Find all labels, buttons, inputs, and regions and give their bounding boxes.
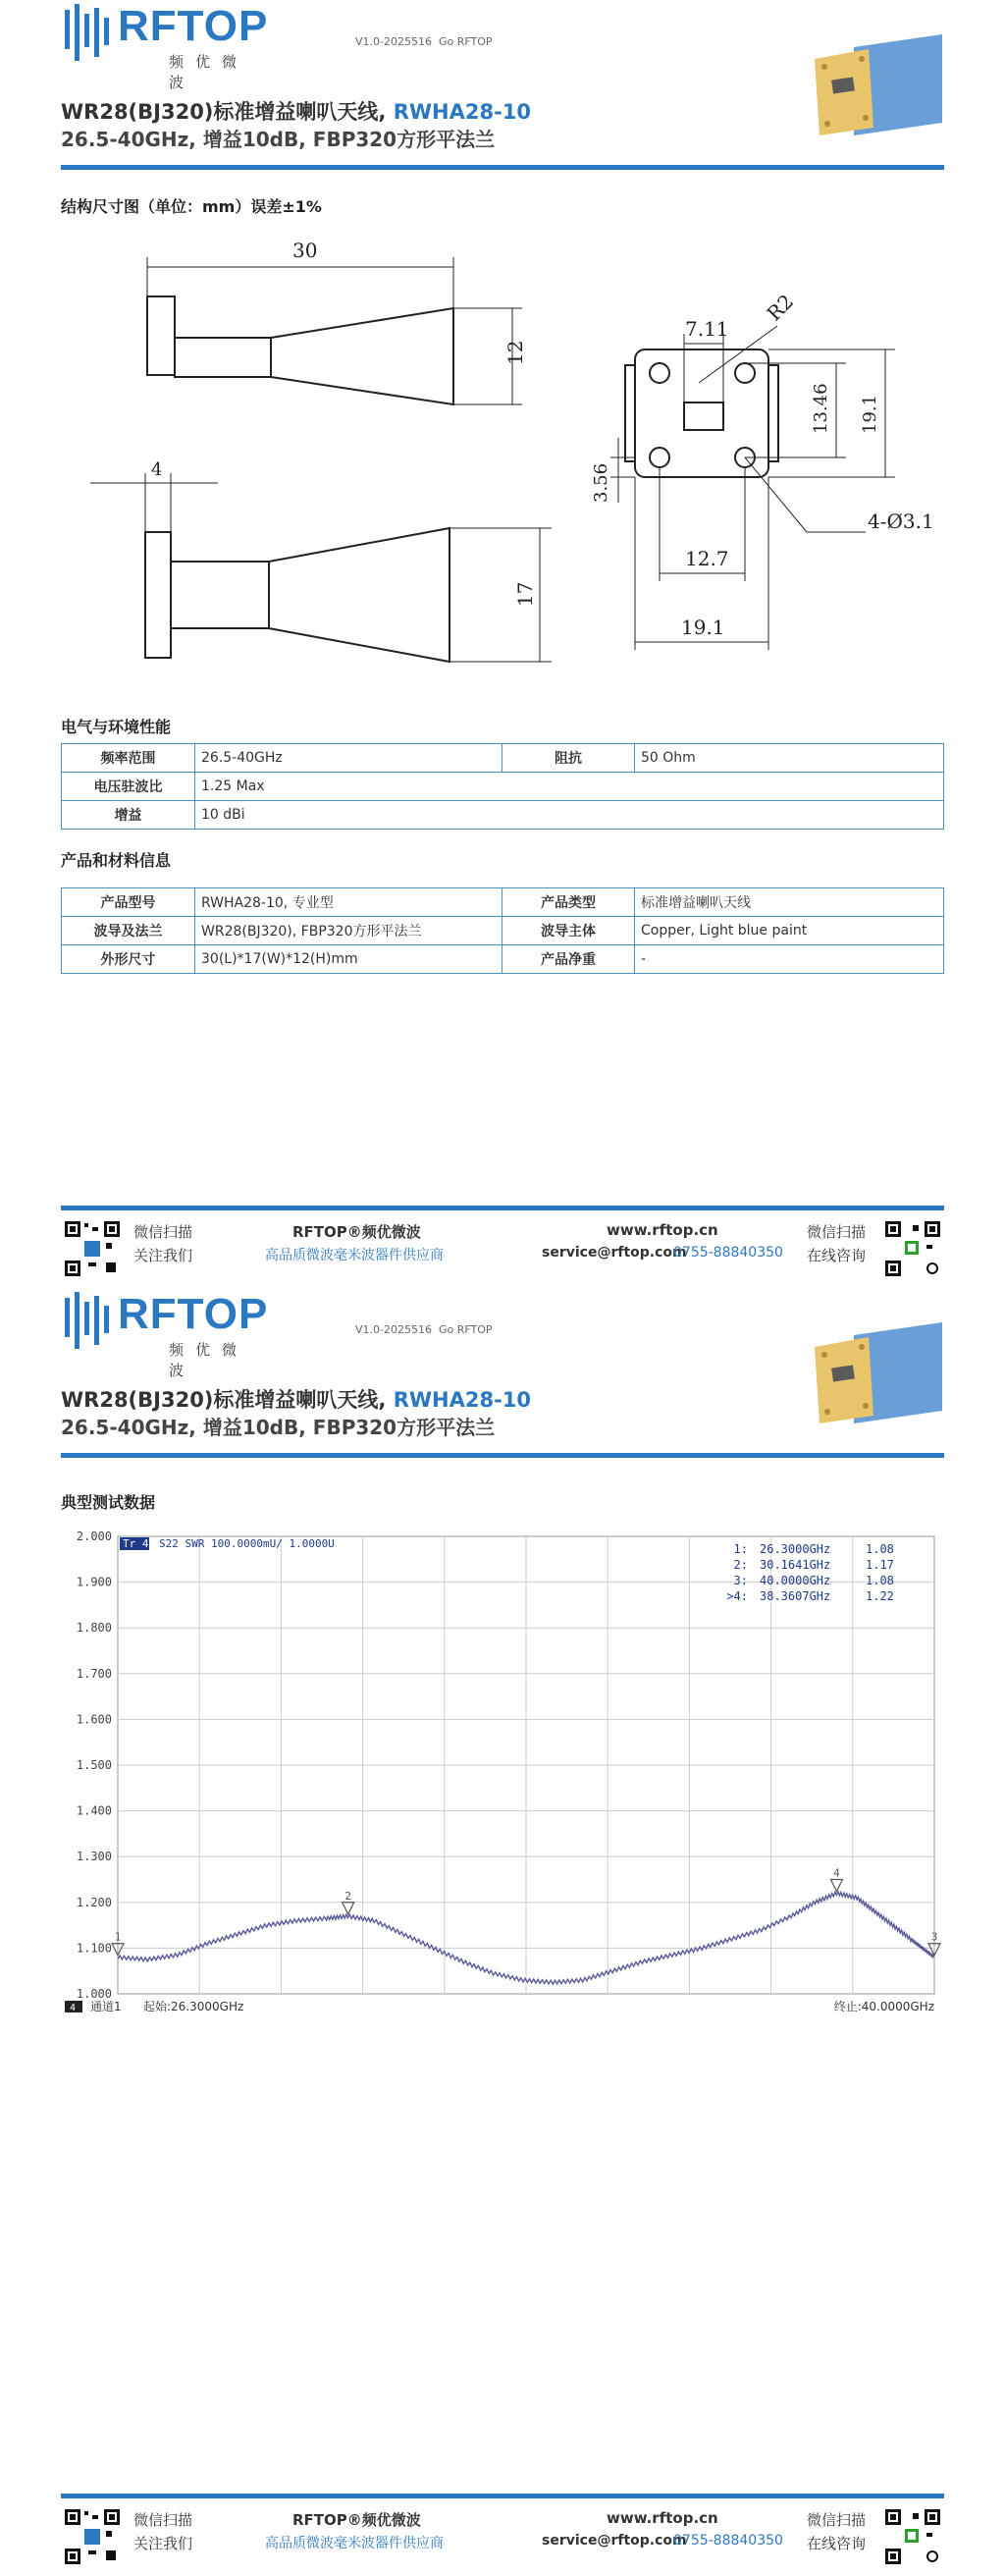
dim-radius: R2 <box>762 289 799 326</box>
y-tick-label: 1.500 <box>76 1758 112 1772</box>
footer-consult: 在线咨询 <box>807 2535 867 2552</box>
dim-191-h: 19.1 <box>681 616 725 639</box>
y-tick-label: 1.300 <box>76 1850 112 1864</box>
version-text <box>355 1323 493 1336</box>
marker-freq: 40.0000GHz <box>760 1574 831 1587</box>
footer-website[interactable]: www.rftop.cn <box>607 1221 718 1239</box>
value-vswr: 1.25 Max <box>195 773 944 801</box>
table-row <box>62 888 944 917</box>
footer <box>61 2494 944 2572</box>
footer-email[interactable]: service@rftop.com <box>542 2533 687 2549</box>
y-tick-label: 1.900 <box>76 1575 112 1589</box>
brand-name: RFTOP <box>118 1290 269 1338</box>
section-title-electrical: 电气与环境性能 <box>61 718 172 736</box>
footer-follow: 关注我们 <box>133 2535 193 2552</box>
y-tick-label: 1.200 <box>76 1895 112 1909</box>
product-table <box>61 887 944 974</box>
y-ticks <box>77 1530 112 2001</box>
footer-email[interactable]: service@rftop.com <box>542 1245 687 1261</box>
footer-wechat-scan: 微信扫描 <box>133 2511 193 2529</box>
header-rule <box>61 165 944 170</box>
dim-holes: 4-Ø3.1 <box>868 510 934 533</box>
product-image <box>795 1317 952 1425</box>
logo-mark-icon <box>61 0 118 71</box>
y-tick-label: 1.700 <box>76 1666 112 1681</box>
electrical-table <box>61 743 944 830</box>
y-tick-label: 1.600 <box>76 1712 112 1727</box>
value-freq: 26.5-40GHz <box>195 744 502 773</box>
version-number: V1.0-2025516 <box>355 1323 432 1336</box>
goto-link[interactable]: Go RFTOP <box>438 35 493 48</box>
x-start-label: 起始:26.3000GHz <box>143 2000 244 2013</box>
value-gain: 10 dBi <box>195 801 944 830</box>
footer-wechat-scan2: 微信扫描 <box>807 1223 867 1241</box>
version-number: V1.0-2025516 <box>355 35 432 48</box>
y-tick-label: 1.000 <box>76 1987 112 2001</box>
marker-number: 4 <box>833 1866 840 1880</box>
table-row <box>62 945 944 974</box>
rftop-logo <box>61 1288 269 1379</box>
qr-code-icon[interactable] <box>883 2507 942 2566</box>
marker-id: 3: <box>733 1574 748 1587</box>
value-weight: - <box>635 945 944 974</box>
qr-code-icon[interactable] <box>63 2507 122 2566</box>
dim-length: 30 <box>292 239 318 262</box>
footer-website[interactable]: www.rftop.cn <box>607 2509 718 2527</box>
title-prefix: WR28(BJ320)标准增益喇叭天线, <box>61 100 394 124</box>
y-tick-label: 1.400 <box>76 1803 112 1818</box>
qr-code-icon[interactable] <box>63 1219 122 1278</box>
footer-follow: 关注我们 <box>133 1247 193 1264</box>
label-vswr: 电压驻波比 <box>62 773 195 801</box>
dim-356: 3.56 <box>591 462 611 503</box>
table-row <box>62 917 944 945</box>
trace-desc: S22 SWR 100.0000mU/ 1.0000U <box>159 1537 335 1550</box>
footer-slogan: 高品质微波毫米波器件供应商 <box>265 2536 444 2551</box>
label-freq: 频率范围 <box>62 744 195 773</box>
value-body: Copper, Light blue paint <box>635 917 944 945</box>
x-stop-label: 终止:40.0000GHz <box>833 2000 934 2013</box>
value-dimensions: 30(L)*17(W)*12(H)mm <box>195 945 502 974</box>
marker-number: 2 <box>344 1889 351 1903</box>
footer-slogan: 高品质微波毫米波器件供应商 <box>265 1248 444 1263</box>
trace-label: Tr 4 <box>123 1537 149 1550</box>
footer-wechat-scan: 微信扫描 <box>133 1223 193 1241</box>
marker-id: >4: <box>726 1589 748 1603</box>
footer-consult: 在线咨询 <box>807 1247 867 1264</box>
table-row <box>62 801 944 830</box>
title-model: RWHA28-10 <box>393 100 532 124</box>
dim-127: 12.7 <box>685 547 729 570</box>
marker-number: 3 <box>930 1930 938 1944</box>
marker-id: 1: <box>733 1542 748 1556</box>
footer-wechat-scan2: 微信扫描 <box>807 2511 867 2529</box>
dim-height-top: 12 <box>503 340 527 365</box>
label-impedance: 阻抗 <box>502 744 635 773</box>
dim-flange-thick: 4 <box>151 459 163 480</box>
section-title-product: 产品和材料信息 <box>61 851 172 870</box>
page-subtitle: 26.5-40GHz, 增益10dB, FBP320方形平法兰 <box>61 128 496 151</box>
y-tick-label: 2.000 <box>76 1530 112 1543</box>
rftop-logo <box>61 0 269 91</box>
page-title <box>61 96 531 126</box>
marker-freq: 38.3607GHz <box>760 1589 831 1603</box>
label-type: 产品类型 <box>502 888 635 917</box>
header-rule <box>61 1453 944 1458</box>
footer-phone: 0755-88840350 <box>673 1245 783 1261</box>
page-subtitle: 26.5-40GHz, 增益10dB, FBP320方形平法兰 <box>61 1416 496 1439</box>
table-row <box>62 773 944 801</box>
title-model: RWHA28-10 <box>393 1388 532 1412</box>
label-body: 波导主体 <box>502 917 635 945</box>
value-impedance: 50 Ohm <box>635 744 944 773</box>
label-dimensions: 外形尺寸 <box>62 945 195 974</box>
vswr-chart <box>61 1529 944 2019</box>
marker-value: 1.17 <box>866 1558 894 1572</box>
marker-id: 2: <box>733 1558 748 1572</box>
label-weight: 产品净重 <box>502 945 635 974</box>
label-model: 产品型号 <box>62 888 195 917</box>
qr-code-icon[interactable] <box>883 1219 942 1278</box>
marker-value: 1.22 <box>866 1589 894 1603</box>
footer-rule <box>61 2494 944 2498</box>
marker-number: 1 <box>114 1930 122 1944</box>
channel-label: 通道1 <box>90 2000 122 2013</box>
value-type: 标准增益喇叭天线 <box>635 888 944 917</box>
page-title <box>61 1384 531 1414</box>
brand-sub: 频优微波 <box>169 53 249 91</box>
footer-company: RFTOP®频优微波 <box>292 1223 421 1241</box>
footer-phone: 0755-88840350 <box>673 2533 783 2549</box>
label-gain: 增益 <box>62 801 195 830</box>
logo-mark-icon <box>61 1288 118 1359</box>
footer <box>61 1206 944 1284</box>
value-waveguide: WR28(BJ320), FBP320方形平法兰 <box>195 917 502 945</box>
dimension-drawing <box>61 218 944 689</box>
product-image <box>795 29 952 137</box>
goto-link[interactable]: Go RFTOP <box>438 1323 493 1336</box>
title-prefix: WR28(BJ320)标准增益喇叭天线, <box>61 1388 394 1412</box>
marker-value: 1.08 <box>866 1542 894 1556</box>
section-title-drawing: 结构尺寸图（单位：mm）误差±1% <box>61 197 322 216</box>
dim-711: 7.11 <box>685 317 729 341</box>
version-text <box>355 35 493 48</box>
table-row <box>62 744 944 773</box>
y-tick-label: 1.100 <box>76 1941 112 1956</box>
channel-num: 4 <box>70 2003 77 2013</box>
y-tick-label: 1.800 <box>76 1621 112 1636</box>
marker-freq: 26.3000GHz <box>760 1542 831 1556</box>
footer-rule <box>61 1206 944 1210</box>
dim-height-bottom: 17 <box>513 581 537 607</box>
brand-sub: 频优微波 <box>169 1341 249 1379</box>
section-title-test: 典型测试数据 <box>61 1493 156 1512</box>
brand-name: RFTOP <box>118 2 269 50</box>
marker-value: 1.08 <box>866 1574 894 1587</box>
footer-company: RFTOP®频优微波 <box>292 2511 421 2529</box>
value-model: RWHA28-10, 专业型 <box>195 888 502 917</box>
dim-1346: 13.46 <box>811 383 831 434</box>
dim-191-v: 19.1 <box>860 394 880 434</box>
marker-freq: 30.1641GHz <box>760 1558 831 1572</box>
label-waveguide: 波导及法兰 <box>62 917 195 945</box>
